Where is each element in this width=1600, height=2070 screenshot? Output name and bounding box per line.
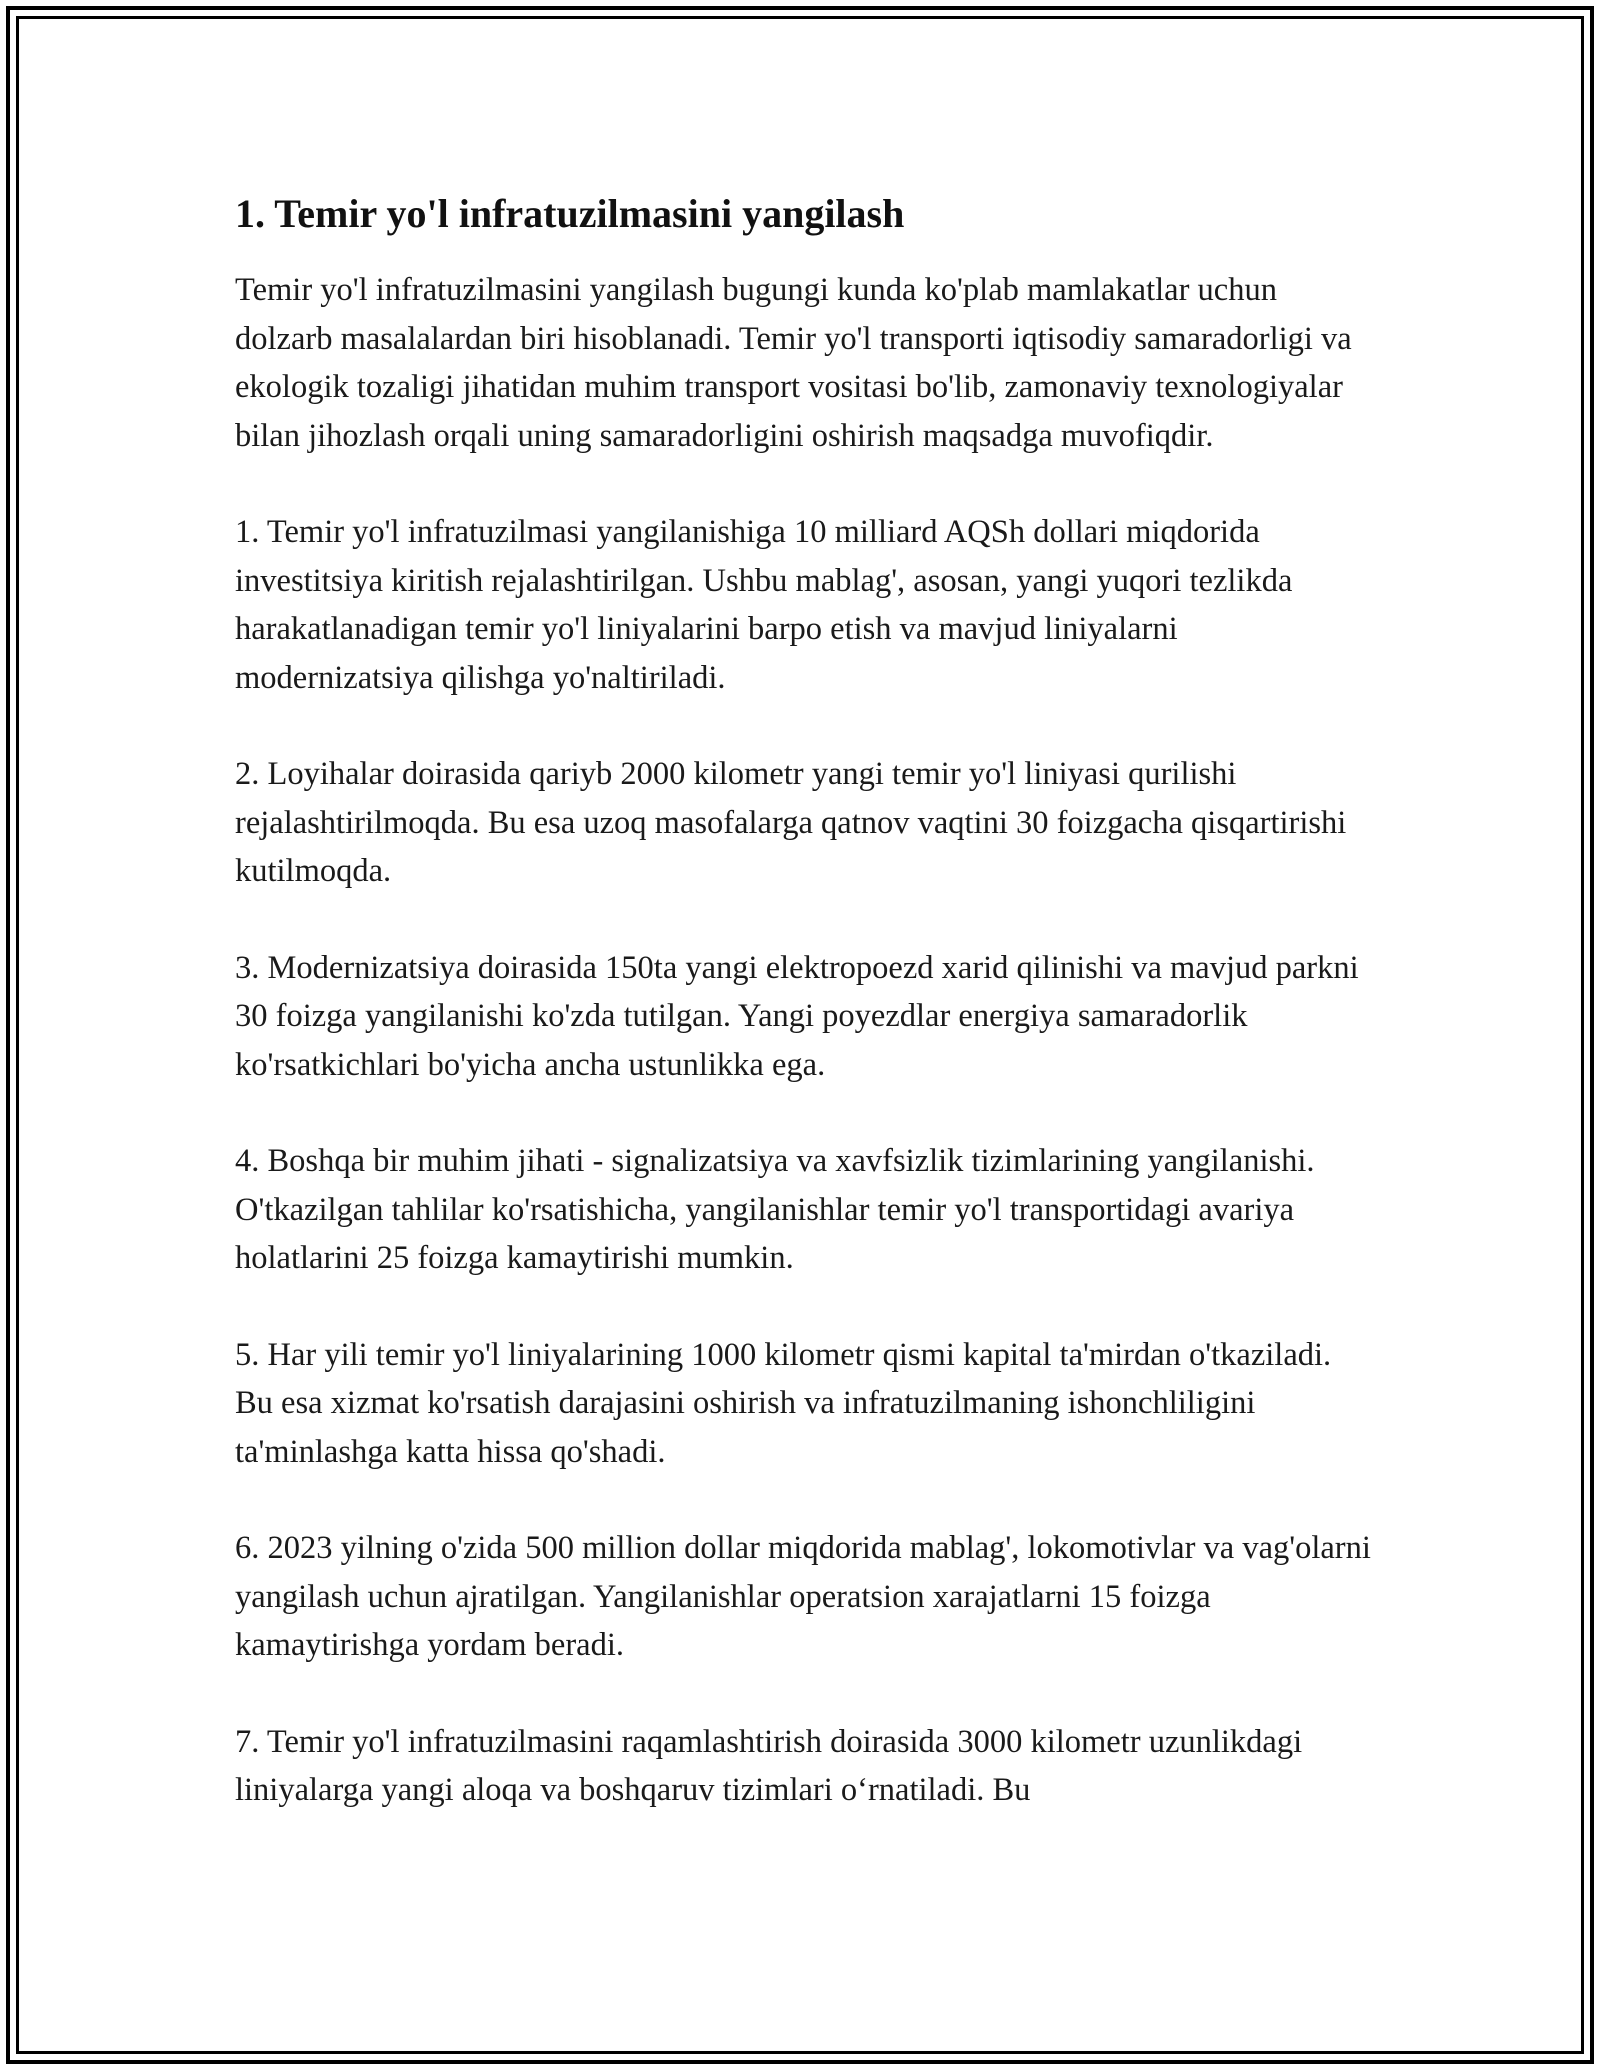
paragraph-item-2: 2. Loyihalar doirasida qariyb 2000 kilometr yangi temir yo'l liniyasi qurilishi rejalashtirilmoqda. Bu esa uzoq masofalarga qatnov vaqtini 30 foizgacha qisqartirishi kutilmoqda. [235, 756, 1347, 889]
paragraph-item-1: 1. Temir yo'l infratuzilmasi yangilanishiga 10 milliard AQSh dollari miqdorida investitsiya kiritish rejalashtirilgan. Ushbu mablag', asosan, yangi yuqori tezlikda harakatlanadigan temir yo'l liniyalarini barpo etish va mavjud liniyalarni modernizatsiya qilishga yo'naltiriladi. [235, 514, 1293, 696]
paragraph-item-4: 4. Boshqa bir muhim jihati - signalizatsiya va xavfsizlik tizimlarining yangilanishi. O'tkazilgan tahlilar ko'rsatishicha, yangilanishlar temir yo'l transportidagi avariya holatlarini 25 foizga kamaytirishi mumkin. [235, 1143, 1315, 1276]
document-title: 1. Temir yo'l infratuzilmasini yangilash [235, 191, 905, 236]
paragraph-item-7: 7. Temir yo'l infratuzilmasini raqamlashtirish doirasida 3000 kilometr uzunlikdagi liniyalarga yangi aloqa va boshqaruv tizimlari o‘rnatiladi. Bu [235, 1723, 1303, 1808]
paragraph-item-5: 5. Har yili temir yo'l liniyalarining 1000 kilometr qismi kapital ta'mirdan o'tkaziladi. Bu esa xizmat ko'rsatish darajasini oshirish va infratuzilmaning ishonchliligini ta'minlashga katta hissa qo'shadi. [235, 1336, 1332, 1470]
paragraph-item-6: 6. 2023 yilning o'zida 500 million dollar miqdorida mablag', lokomotivlar va vag'olarni yangilash uchun ajratilgan. Yangilanishlar operatsion xarajatlarni 15 foizga kamaytirishga yordam beradi. [235, 1530, 1371, 1663]
paragraph-intro: Temir yo'l infratuzilmasini yangilash bugungi kunda ko'plab mamlakatlar uchun dolzarb masalalardan biri hisoblanadi. Temir yo'l transporti iqtisodiy samaradorligi va ekologik tozaligi jihatidan muhim transport vositasi bo'lib, zamonaviy texnologiyalar bilan jihozlash orqali uning samaradorligini oshirish maqsadga muvofiqdir. [235, 272, 1352, 454]
paragraph-item-3: 3. Modernizatsiya doirasida 150ta yangi elektropoezd xarid qilinishi va mavjud parkni 30 foizga yangilanishi ko'zda tutilgan. Yangi poyezdlar energiya samaradorlik ko'rsatkichlari bo'yicha ancha ustunlikka ega. [235, 949, 1359, 1083]
document-body [235, 190, 1375, 1863]
